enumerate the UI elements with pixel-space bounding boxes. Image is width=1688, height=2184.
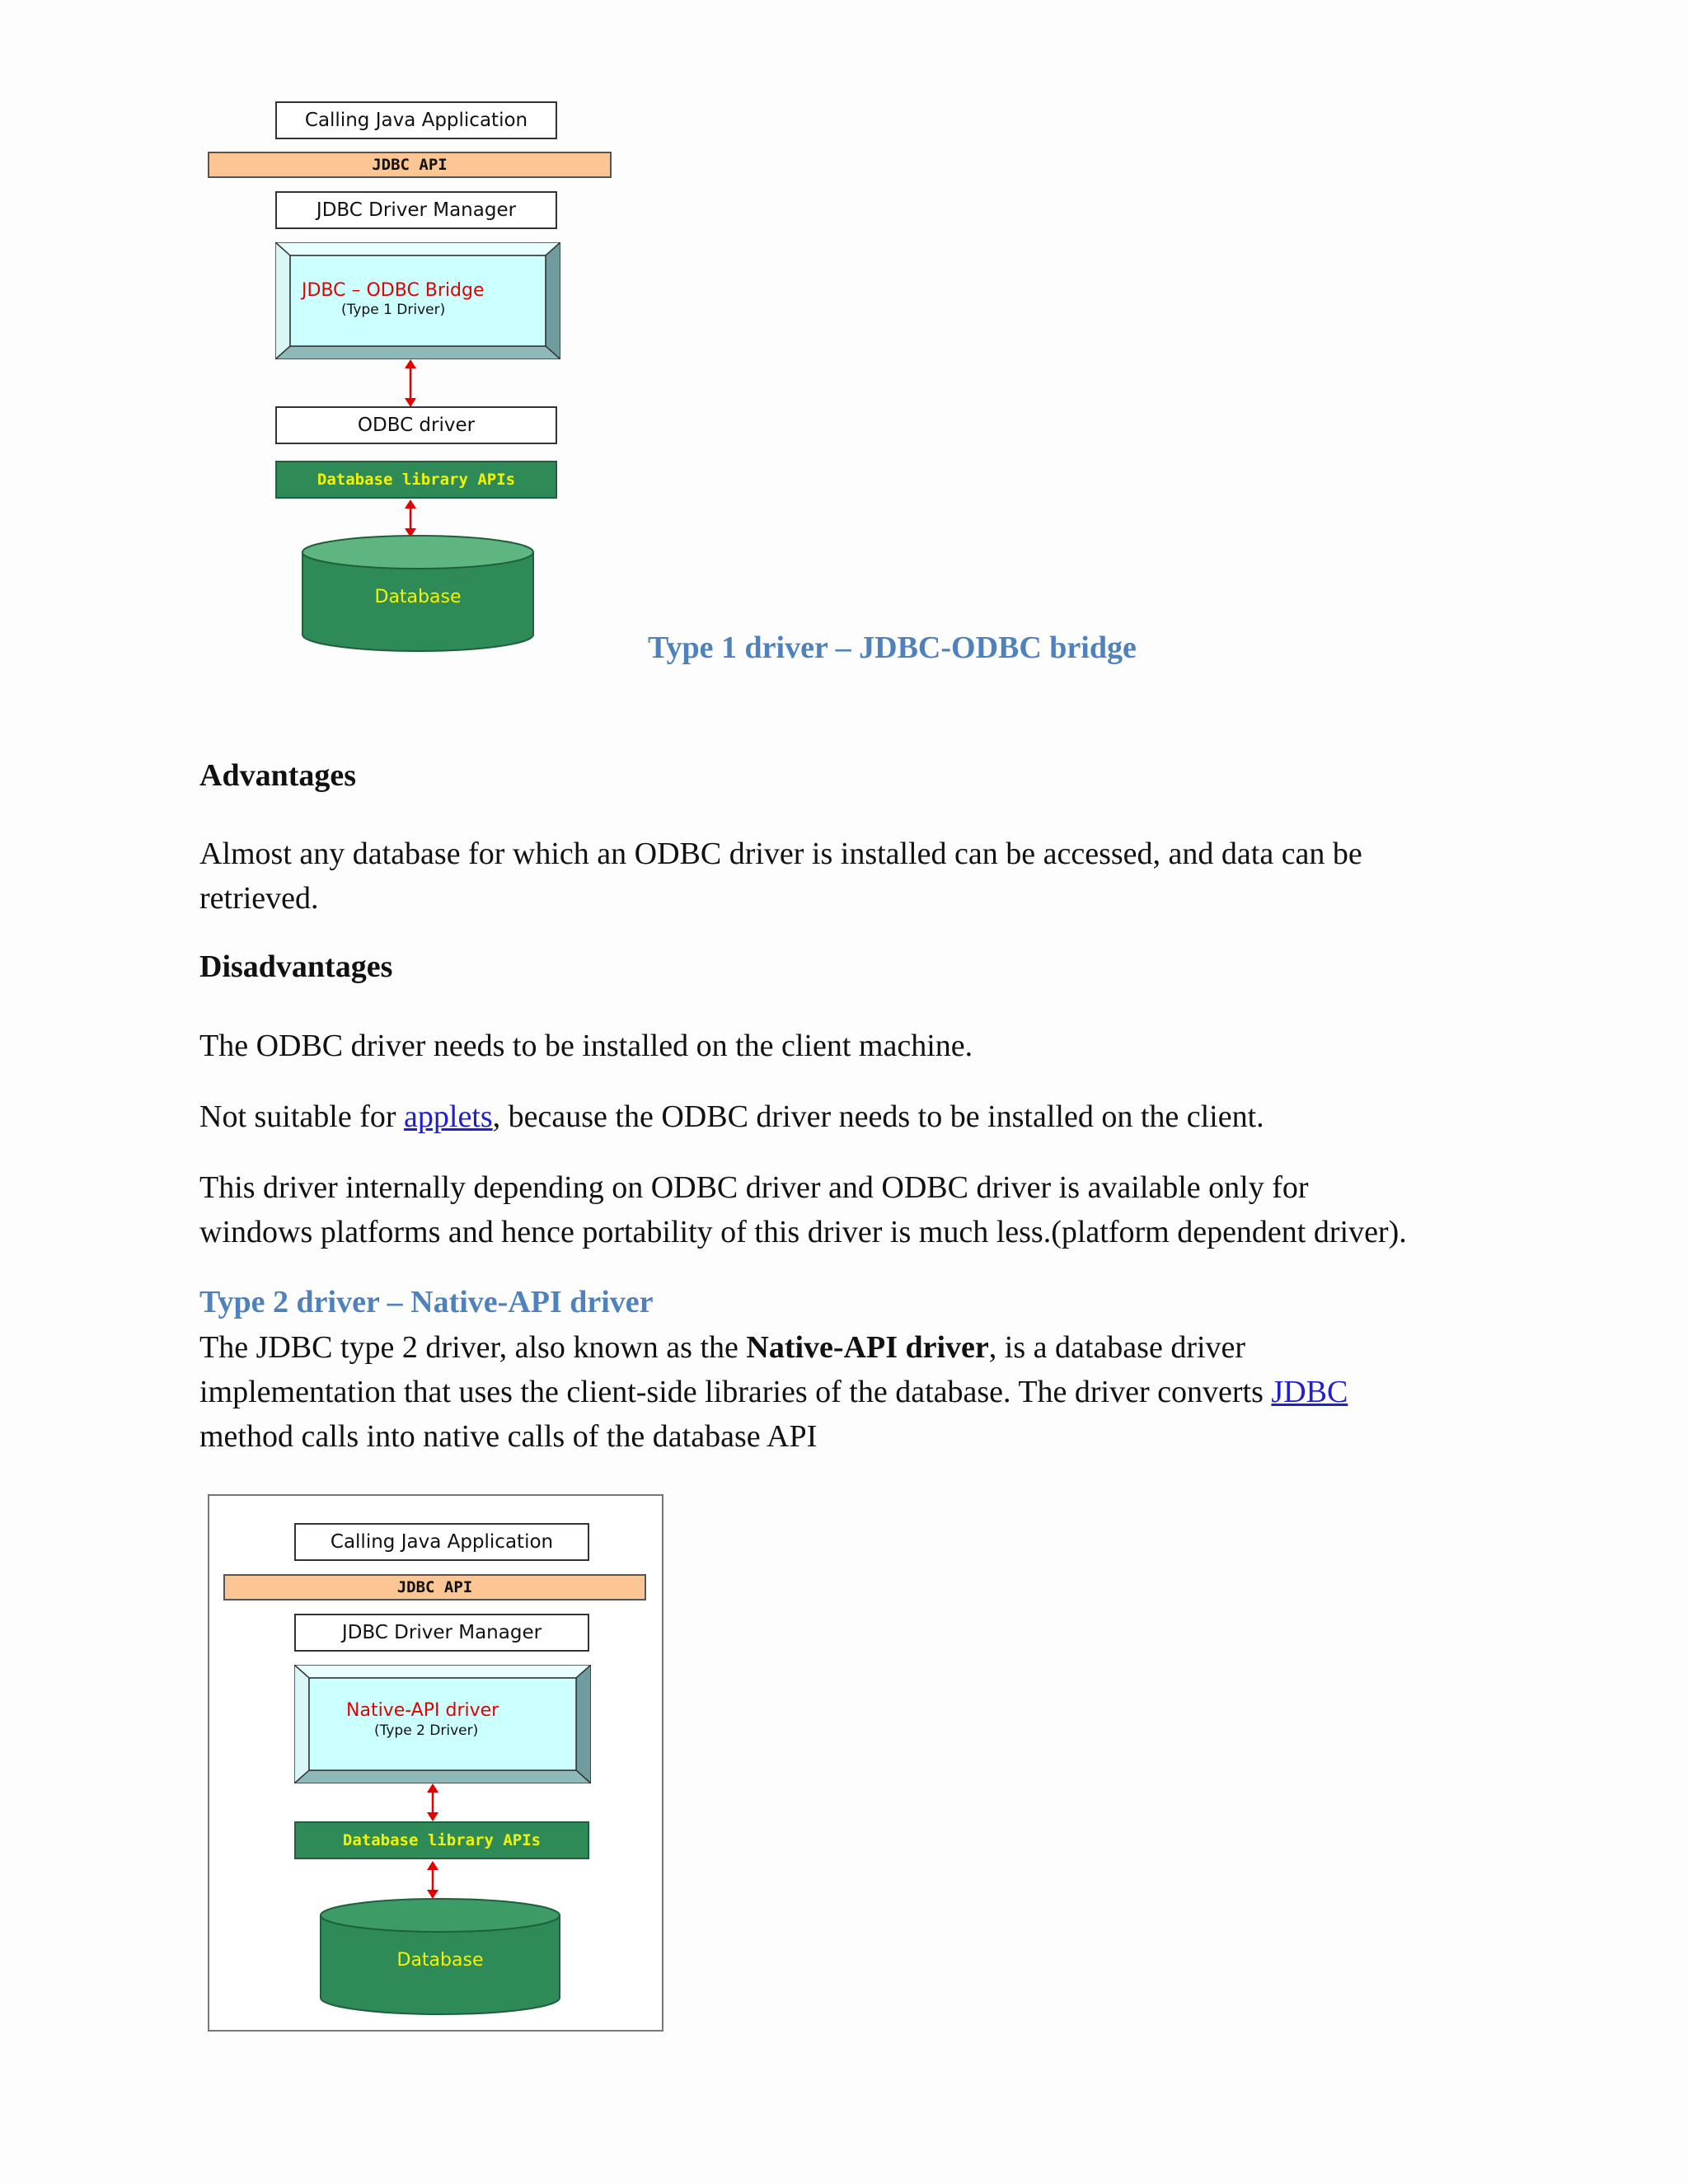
disadvantages-heading: Disadvantages <box>199 949 393 984</box>
jdbc-driver-manager-label-2: JDBC Driver Manager <box>341 1622 542 1643</box>
calling-java-application-box <box>275 101 557 139</box>
database-library-apis-bar-2 <box>294 1821 589 1859</box>
advantages-text <box>199 832 1568 921</box>
jdbc-driver-manager-box-2 <box>294 1614 589 1652</box>
type2-heading: Type 2 driver – Native-API driver <box>199 1285 654 1319</box>
disadvantage-item-3-line2: windows platforms and hence portability of this driver is much less.(platform dependent driver). <box>199 1215 1407 1249</box>
native-api-driver-bold: Native-API driver <box>746 1330 989 1365</box>
jdbc-api-label-2: JDBC API <box>396 1578 473 1596</box>
calling-java-application-label-2: Calling Java Application <box>330 1531 554 1553</box>
type2-line1-post: , is a database driver <box>988 1330 1246 1365</box>
bridge-subtitle: (Type 1 Driver) <box>341 302 446 318</box>
advantages-line1: Almost any database for which an ODBC driver is installed can be accessed, and data can be <box>199 837 1362 871</box>
disadvantage-item-3 <box>199 1165 1568 1254</box>
advantages-heading: Advantages <box>199 758 357 793</box>
advantages-line2: retrieved. <box>199 881 319 916</box>
calling-java-application-box-2 <box>294 1523 589 1561</box>
native-api-title: Native-API driver <box>346 1700 499 1721</box>
type1-caption: Type 1 driver – JDBC-ODBC bridge <box>648 630 1137 665</box>
database-library-apis-label: Database library APIs <box>316 471 516 489</box>
database-label-2: Database <box>396 1950 484 1971</box>
disadvantage-item-3-line1: This driver internally depending on ODBC driver and ODBC driver is available only for <box>199 1170 1309 1205</box>
jdbc-driver-manager-label: JDBC Driver Manager <box>316 199 517 221</box>
applets-link[interactable]: applets <box>404 1099 493 1134</box>
type2-line1-pre: The JDBC type 2 driver, also known as the <box>199 1330 747 1365</box>
native-api-subtitle: (Type 2 Driver) <box>374 1722 479 1739</box>
type2-line2-pre: implementation that uses the client-side libraries of the database. The driver converts <box>199 1375 1272 1409</box>
disadvantage-item-2 <box>199 1094 1568 1139</box>
type2-description <box>199 1325 1601 1459</box>
database-label: Database <box>374 587 462 607</box>
jdbc-api-label: JDBC API <box>372 156 448 174</box>
database-library-apis-label-2: Database library APIs <box>342 1831 542 1849</box>
odbc-driver-label: ODBC driver <box>357 415 476 436</box>
jdbc-driver-manager-box <box>275 191 557 229</box>
odbc-driver-box <box>275 406 557 444</box>
disadvantage-item-2-pre: Not suitable for <box>199 1099 405 1134</box>
type2-line3: method calls into native calls of the database API <box>199 1419 818 1454</box>
jdbc-api-bar-2 <box>223 1574 646 1601</box>
disadvantage-item-2-post: , because the ODBC driver needs to be installed on the client. <box>492 1099 1264 1134</box>
database-library-apis-bar <box>275 461 557 499</box>
bridge-to-odbc-arrow <box>401 359 420 407</box>
jdbc-api-bar <box>208 152 612 178</box>
jdbc-link[interactable]: JDBC <box>1271 1375 1348 1409</box>
disadvantage-item-1: The ODBC driver needs to be installed on the client machine. <box>199 1029 973 1063</box>
calling-java-application-label: Calling Java Application <box>304 110 528 131</box>
bridge-title: JDBC – ODBC Bridge <box>302 280 485 301</box>
lib-to-database-arrow <box>401 499 420 537</box>
lib-to-database-arrow-2 <box>423 1861 443 1899</box>
native-to-lib-arrow <box>423 1783 443 1821</box>
jdbc-odbc-bridge-box <box>275 242 560 359</box>
